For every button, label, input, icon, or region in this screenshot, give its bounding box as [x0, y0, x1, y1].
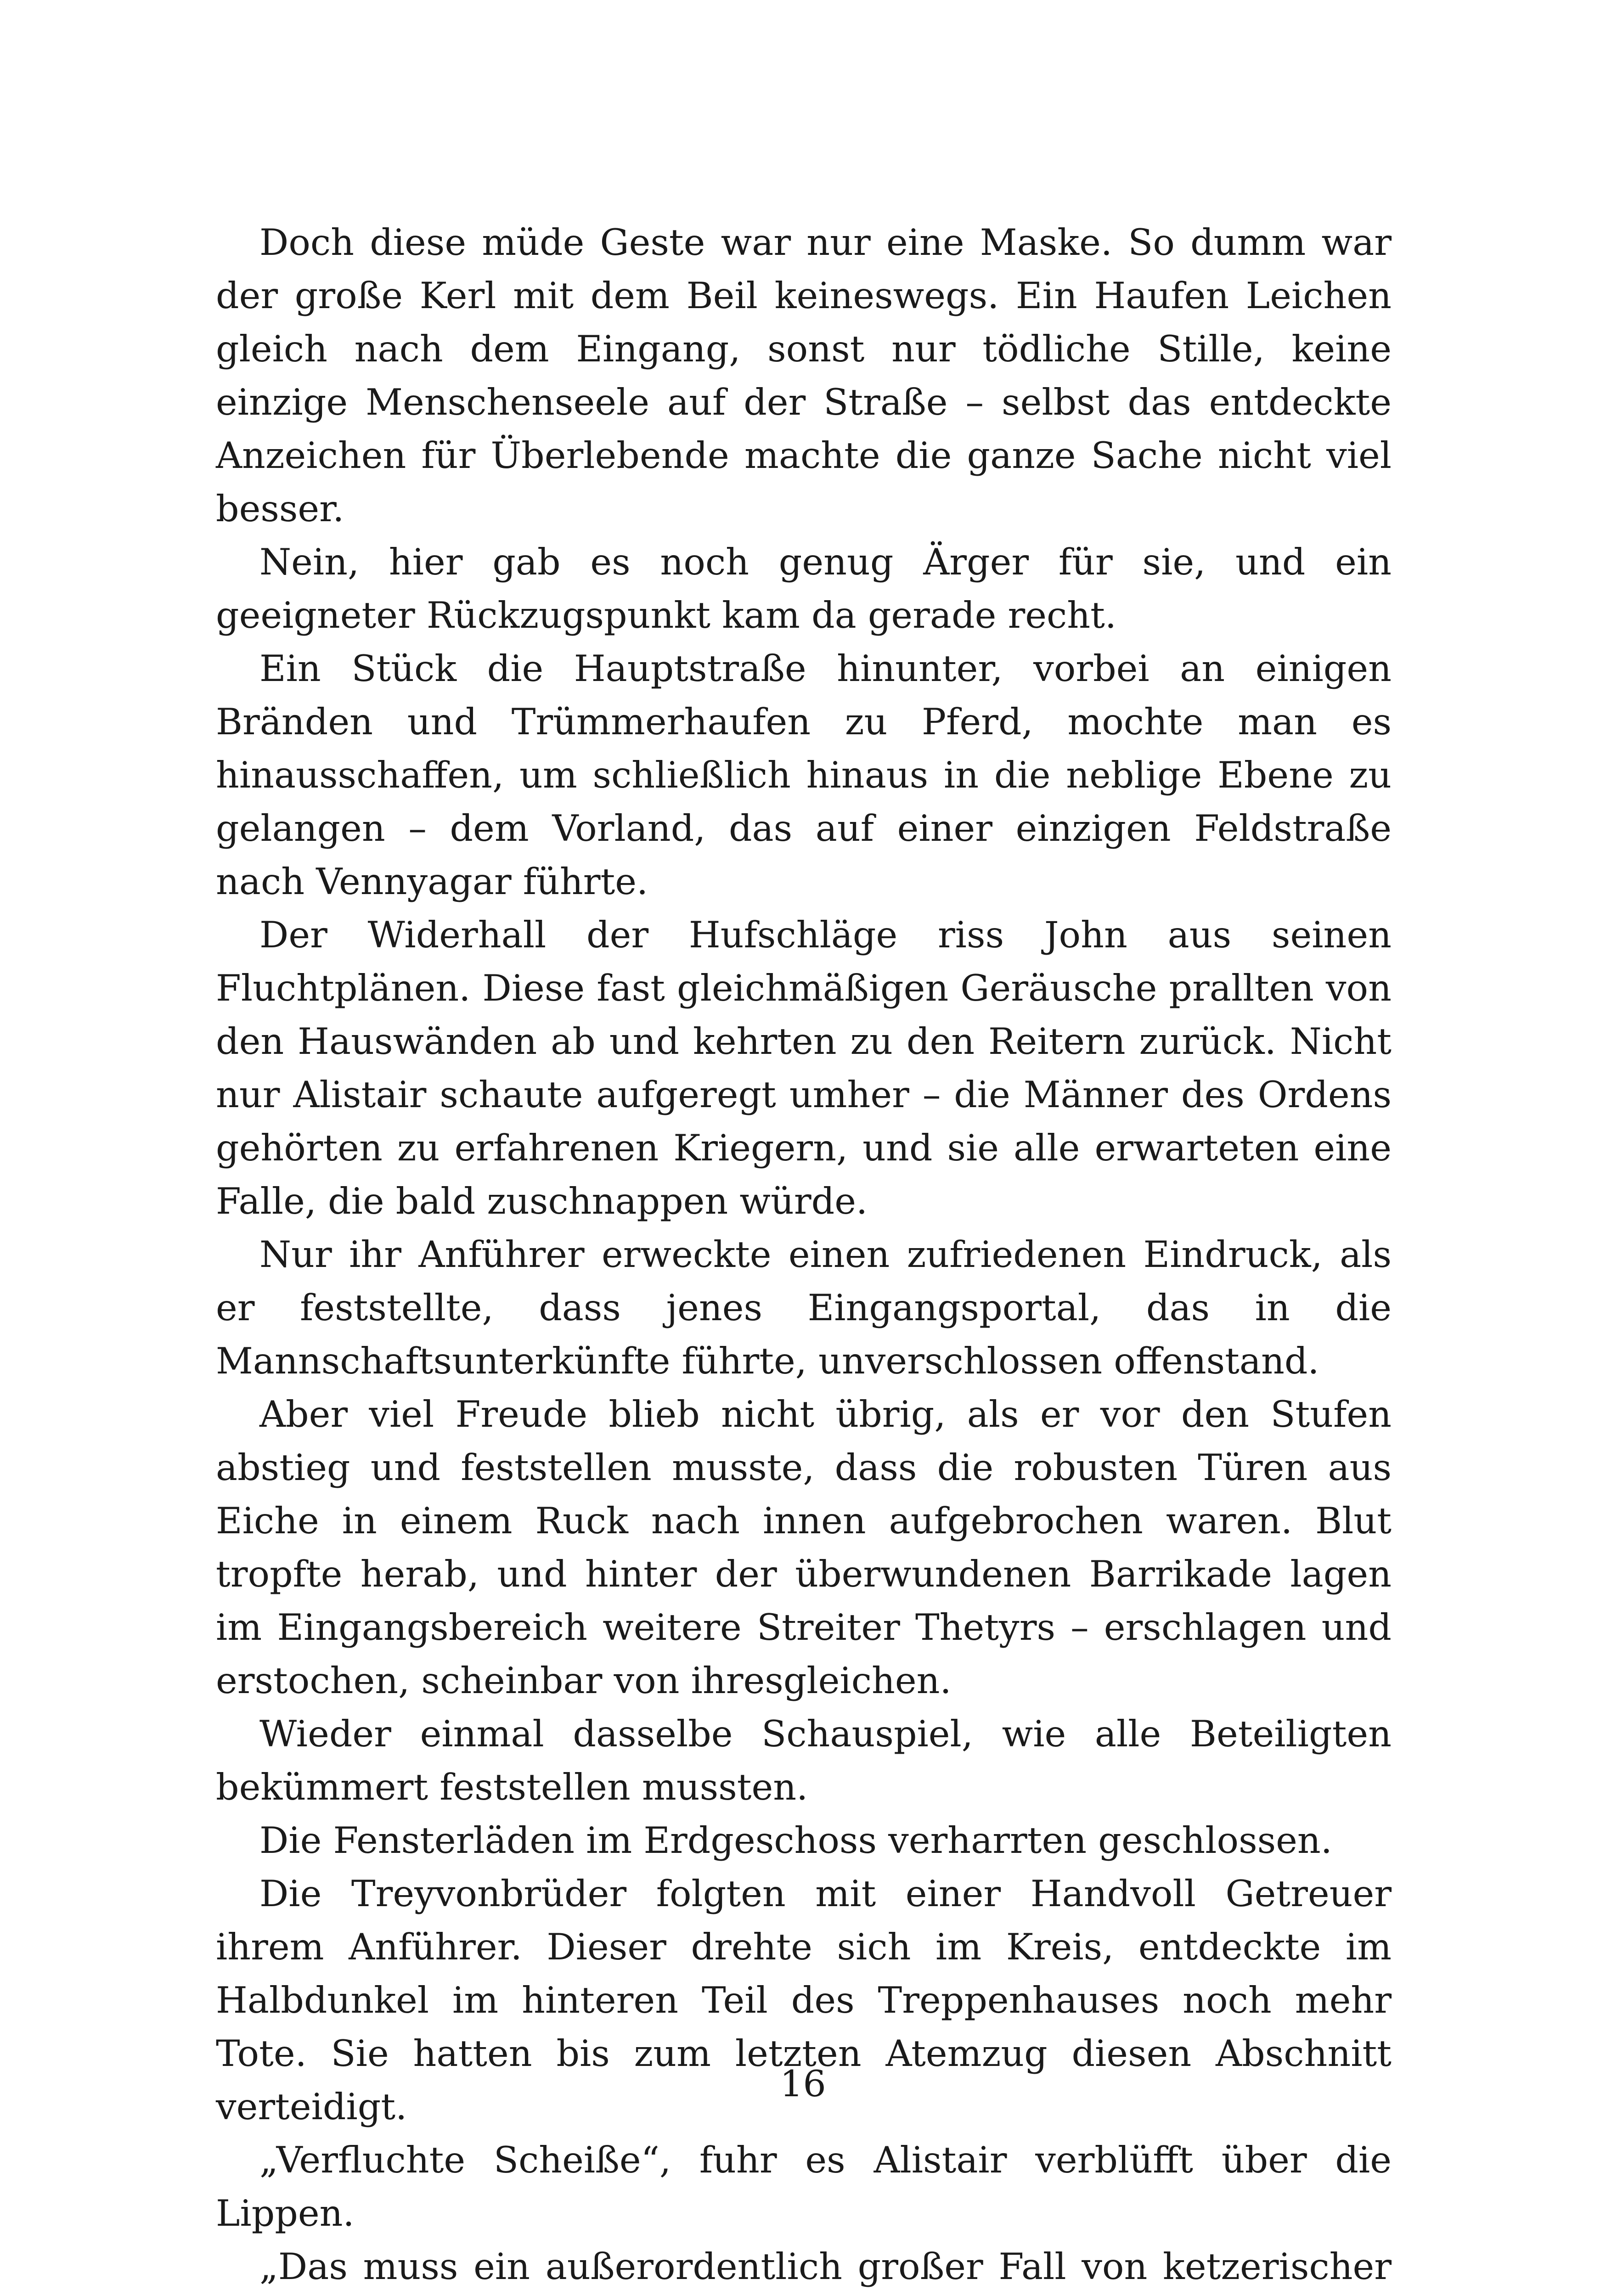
- paragraph: Die Treyvonbrüder folgten mit einer Handvoll Getreuer ihrem Anführer. Dieser drehte sich im Kreis, entdeckte im Halbdunkel im hinteren Teil des Treppenhauses noch mehr Tote. Sie hatten bis zum letzten Atemzug diesen Abschnitt verteidigt.: [216, 1873, 1392, 2128]
- paragraph: Aber viel Freude blieb nicht übrig, als er vor den Stufen abstieg und feststellen musste, dass die robusten Türen aus Eiche in einem Ruck nach innen aufgebrochen waren. Blut tropfte herab, und hinter der überwundenen Barrikade lagen im Eingangsbereich weitere Streiter Thetyrs – erschlagen und erstochen, scheinbar von ihresgleichen.: [216, 1393, 1392, 1702]
- page-number: 16: [780, 2063, 826, 2105]
- paragraph: Die Fensterläden im Erdgeschoss verharrten geschlossen.: [259, 1819, 1332, 1862]
- paragraph: Nein, hier gab es noch genug Ärger für sie, und ein geeigneter Rückzugspunkt kam da gerade recht.: [216, 541, 1392, 636]
- body-text: [216, 216, 1392, 2296]
- paragraph: Doch diese müde Geste war nur eine Maske. So dumm war der große Kerl mit dem Beil keineswegs. Ein Haufen Leichen gleich nach dem Eingang, sonst nur tödliche Stille, keine einzige Menschenseele auf der Straße – selbst das entdeckte Anzeichen für Überlebende machte die ganze Sache nicht viel besser.: [216, 221, 1392, 530]
- paragraph: „Das muss ein außerordentlich großer Fall von ketzerischer: [259, 2245, 1392, 2288]
- paragraph: Der Widerhall der Hufschläge riss John aus seinen Fluchtplänen. Diese fast gleichmäßigen Geräusche prallten von den Hauswänden ab und kehrten zu den Reitern zurück. Nicht nur Alistair schaute aufgeregt umher – die Männer des Ordens gehörten zu erfahrenen Kriegern, und sie alle erwarteten eine Falle, die bald zuschnappen würde.: [216, 914, 1392, 1222]
- paragraph: „Verfluchte Scheiße“, fuhr es Alistair verblüfft über die Lippen.: [216, 2139, 1392, 2234]
- paragraph: Nur ihr Anführer erweckte einen zufriedenen Eindruck, als er feststellte, dass jenes Eingangsportal, das in die Mannschaftsunterkünfte führte, unverschlossen offenstand.: [216, 1233, 1392, 1382]
- paragraph: Wieder einmal dasselbe Schauspiel, wie alle Beteiligten bekümmert feststellen mussten.: [216, 1713, 1392, 1808]
- paragraph: Ein Stück die Hauptstraße hinunter, vorbei an einigen Bränden und Trümmerhaufen zu Pferd, mochte man es hinausschaffen, um schließlich hinaus in die neblige Ebene zu gelangen – dem Vorland, das auf einer einzigen Feldstraße nach Vennyagar führte.: [216, 647, 1392, 903]
